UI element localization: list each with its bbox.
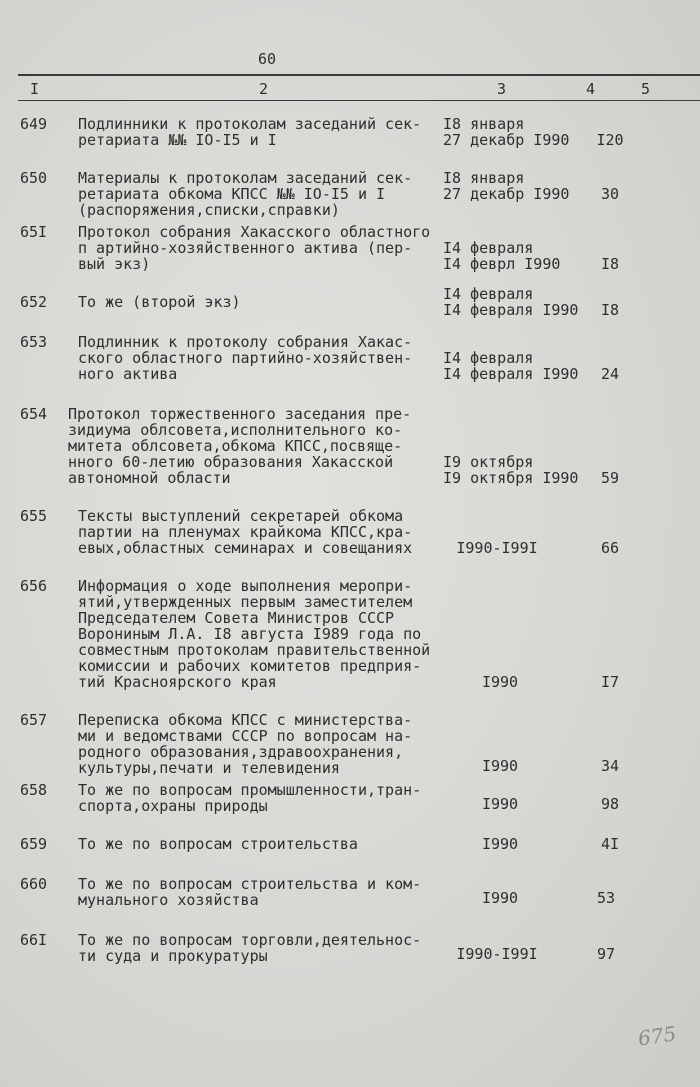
item-sheets: I20 bbox=[596, 131, 624, 149]
item-title: Подлинник к протоколу собрания Хакас- ского областного партийно-хозяйствен- ного актива bbox=[78, 333, 413, 383]
item-dates: I4 февраля I4 февраля I990 bbox=[443, 349, 579, 383]
item-dates: I990 bbox=[481, 673, 519, 691]
item-dates: I990 bbox=[481, 795, 519, 813]
item-title: То же по вопросам торговли,деятельнос- ти суда и прокуратуры bbox=[78, 931, 422, 965]
item-number: 66I bbox=[20, 931, 48, 949]
column-header-4: 4 bbox=[586, 80, 596, 98]
item-title: Подлинники к протоколам заседаний сек- ретариата №№ IO-I5 и I bbox=[78, 115, 422, 149]
item-title: Протокол торжественного заседания пре- зидиума облсовета,исполнительного ко- митета облсовета,обкома КПСС,посвяще- нного 60-летию образования Хакасской автономной области bbox=[68, 405, 412, 487]
item-title: Тексты выступлений секретарей обкома партии на пленумах крайкома КПСС,кра- евых,областных семинарах и совещаниях bbox=[78, 507, 413, 557]
item-dates: I990-I99I bbox=[456, 539, 538, 557]
item-dates: I4 февраля I4 феврл I990 bbox=[443, 239, 561, 273]
item-number: 657 bbox=[20, 711, 48, 729]
item-title: Протокол собрания Хакасского областного п артийно-хозяйственного актива (пер- вый экз) bbox=[78, 223, 431, 273]
item-sheets: I7 bbox=[600, 673, 620, 691]
item-dates: I990 bbox=[481, 757, 519, 775]
item-number: 650 bbox=[20, 169, 48, 187]
item-dates: I8 января 27 декабр I990 bbox=[443, 115, 570, 149]
item-sheets: 53 bbox=[596, 889, 616, 907]
item-number: 658 bbox=[20, 781, 48, 799]
item-dates: I4 февраля I4 февраля I990 bbox=[443, 285, 579, 319]
item-dates: I9 октября I9 октября I990 bbox=[443, 453, 579, 487]
item-number: 655 bbox=[20, 507, 48, 525]
column-header-5: 5 bbox=[641, 80, 651, 98]
item-sheets: 34 bbox=[600, 757, 620, 775]
item-title: Переписка обкома КПСС с министерства- ми и ведомствами СССР по вопросам на- родного образования,здравоохранения, культуры,печати и телевидения bbox=[78, 711, 413, 777]
item-title: Информация о ходе выполнения меропри- ятий,утвержденных первым заместителем Председателем Совета Министров СССР Ворониным Л.А. I8 августа I989 года по совместным протоколам правительственной комиссии и рабочих комитетов предприя- тий Красноярского края bbox=[78, 577, 431, 691]
item-title: То же (второй экз) bbox=[78, 293, 241, 311]
item-number: 656 bbox=[20, 577, 48, 595]
item-title: То же по вопросам промышленности,тран- спорта,охраны природы bbox=[78, 781, 422, 815]
header-rule-top bbox=[18, 74, 700, 76]
column-header-2: 2 bbox=[259, 80, 269, 98]
item-sheets: 4I bbox=[600, 835, 620, 853]
item-title: То же по вопросам строительства и ком- мунального хозяйства bbox=[78, 875, 422, 909]
item-dates: I990 bbox=[481, 835, 519, 853]
item-number: 649 bbox=[20, 115, 48, 133]
column-header-1: I bbox=[30, 80, 40, 98]
item-dates: I8 января 27 декабр I990 bbox=[443, 169, 570, 203]
item-sheets: 97 bbox=[596, 945, 616, 963]
item-sheets: I8 bbox=[600, 301, 620, 319]
item-title: То же по вопросам строительства bbox=[78, 835, 358, 853]
column-header-3: 3 bbox=[497, 80, 507, 98]
item-dates: I990-I99I bbox=[456, 945, 538, 963]
page-number: 60 bbox=[258, 50, 277, 68]
item-number: 660 bbox=[20, 875, 48, 893]
item-sheets: 59 bbox=[600, 469, 620, 487]
item-sheets: I8 bbox=[600, 255, 620, 273]
item-number: 654 bbox=[20, 405, 48, 423]
handwritten-sheet-mark: 675 bbox=[636, 1021, 678, 1051]
item-sheets: 66 bbox=[600, 539, 620, 557]
item-number: 653 bbox=[20, 333, 48, 351]
item-sheets: 30 bbox=[600, 185, 620, 203]
item-number: 652 bbox=[20, 293, 48, 311]
item-number: 659 bbox=[20, 835, 48, 853]
item-number: 65I bbox=[20, 223, 48, 241]
item-dates: I990 bbox=[481, 889, 519, 907]
item-sheets: 98 bbox=[600, 795, 620, 813]
header-rule-bottom bbox=[18, 100, 700, 101]
item-sheets: 24 bbox=[600, 365, 620, 383]
item-title: Материалы к протоколам заседаний сек- ретариата обкома КПСС №№ IO-I5 и I (распоряжения,списки,справки) bbox=[78, 169, 413, 219]
